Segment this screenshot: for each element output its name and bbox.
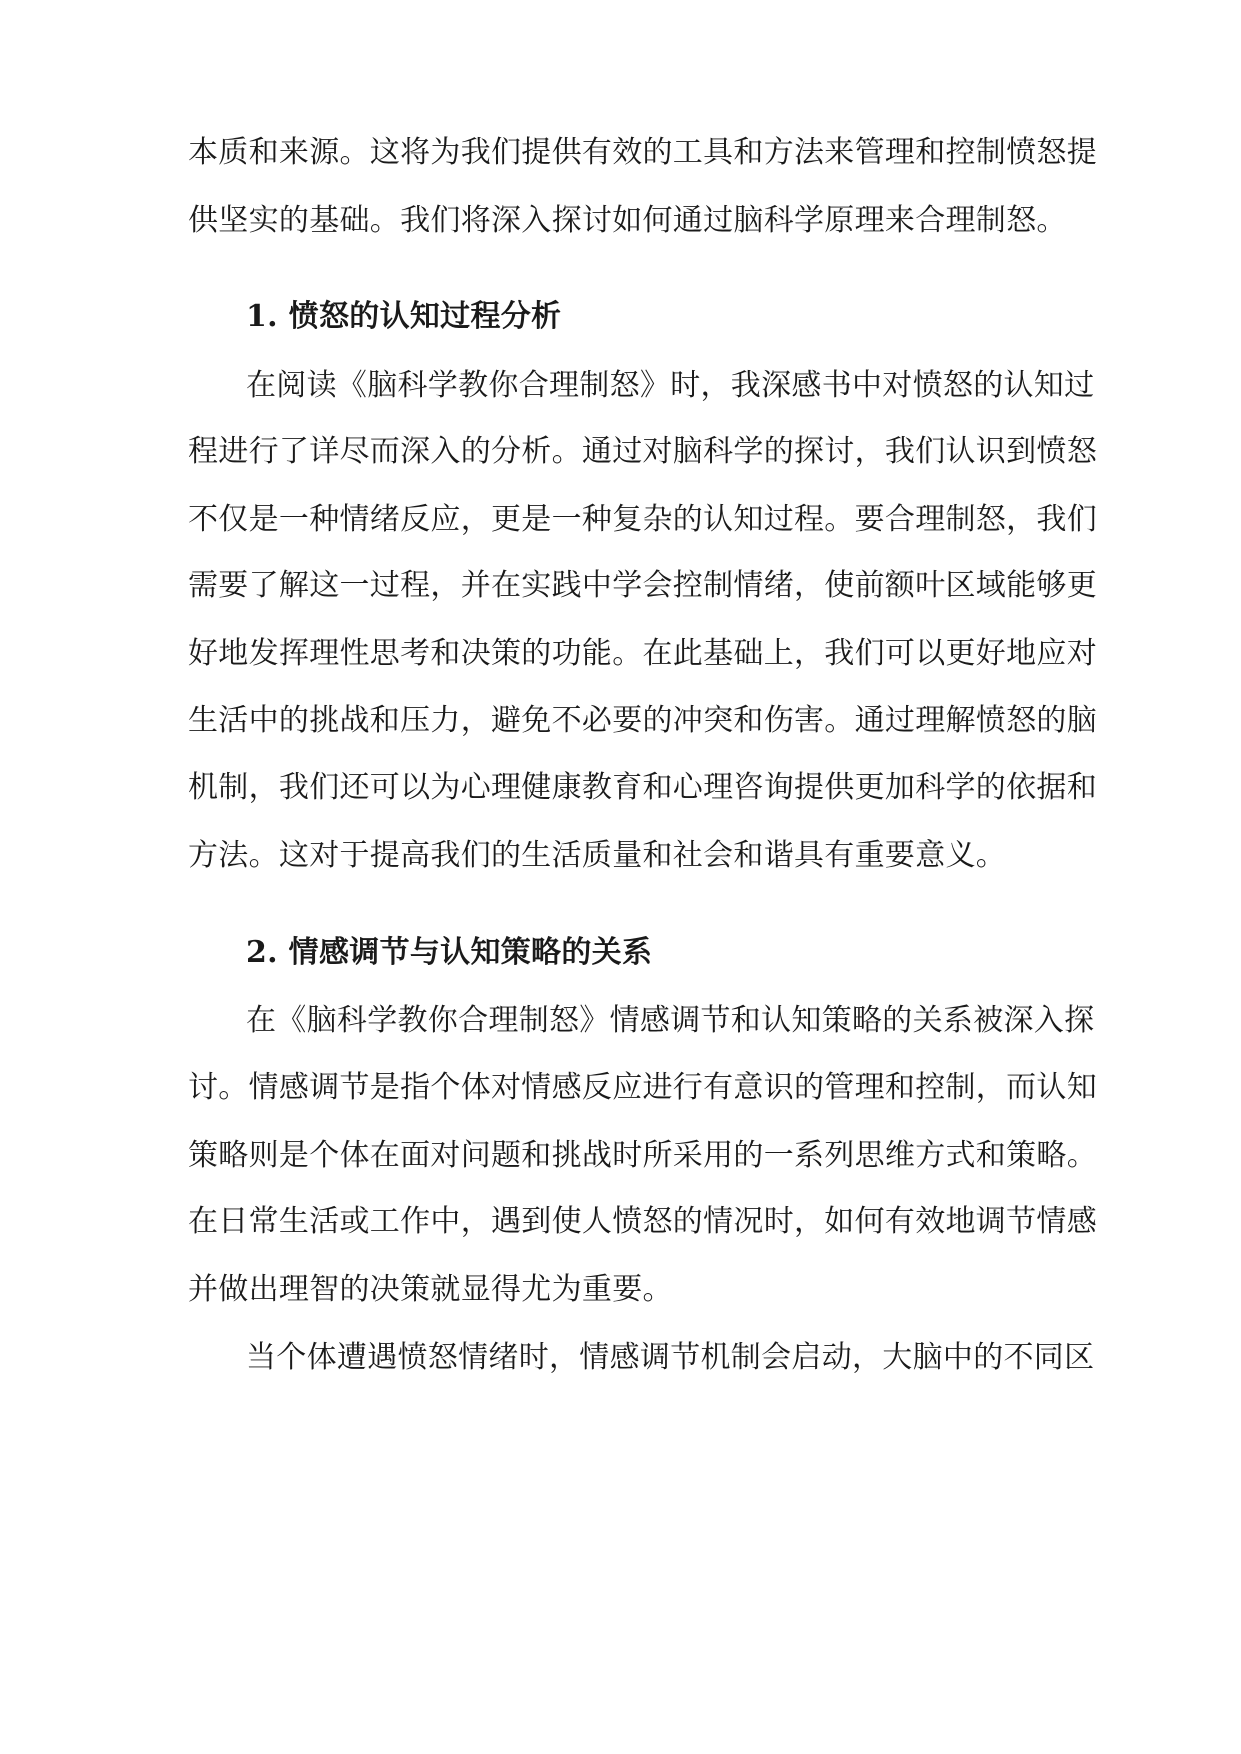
body-text-line: 好地发挥理性思考和决策的功能。在此基础上，我们可以更好地应对: [188, 636, 1097, 671]
body-text-line: 生活中的挑战和压力，避免不必要的冲突和伤害。通过理解愤怒的脑: [188, 703, 1097, 738]
body-text-line: 方法。这对于提高我们的生活质量和社会和谐具有重要意义。: [188, 838, 1007, 873]
body-text-line: 机制，我们还可以为心理健康教育和心理咨询提供更加科学的依据和: [188, 770, 1097, 805]
body-text-line: 供坚实的基础。我们将深入探讨如何通过脑科学原理来合理制怒。: [188, 203, 1067, 238]
section-heading: 1. 愤怒的认知过程分析: [246, 299, 562, 334]
section-heading: 2. 情感调节与认知策略的关系: [246, 935, 653, 970]
body-text-line: 在阅读《脑科学教你合理制怒》时，我深感书中对愤怒的认知过: [246, 368, 1095, 403]
body-text-line: 程进行了详尽而深入的分析。通过对脑科学的探讨，我们认识到愤怒: [188, 434, 1097, 469]
body-text-line: 当个体遭遇愤怒情绪时，情感调节机制会启动，大脑中的不同区: [246, 1340, 1095, 1375]
body-text-line: 策略则是个体在面对问题和挑战时所采用的一系列思维方式和策略。: [188, 1138, 1097, 1173]
body-text-line: 不仅是一种情绪反应，更是一种复杂的认知过程。要合理制怒，我们: [188, 502, 1097, 537]
body-text-line: 并做出理智的决策就显得尤为重要。: [188, 1272, 673, 1307]
body-text-line: 需要了解这一过程，并在实践中学会控制情绪，使前额叶区域能够更: [188, 568, 1097, 603]
body-text-line: 讨。情感调节是指个体对情感反应进行有意识的管理和控制，而认知: [188, 1070, 1097, 1105]
body-text-line: 在《脑科学教你合理制怒》情感调节和认知策略的关系被深入探: [246, 1003, 1095, 1038]
body-text-line: 本质和来源。这将为我们提供有效的工具和方法来管理和控制愤怒提: [188, 135, 1097, 170]
body-text-line: 在日常生活或工作中，遇到使人愤怒的情况时，如何有效地调节情感: [188, 1204, 1097, 1239]
